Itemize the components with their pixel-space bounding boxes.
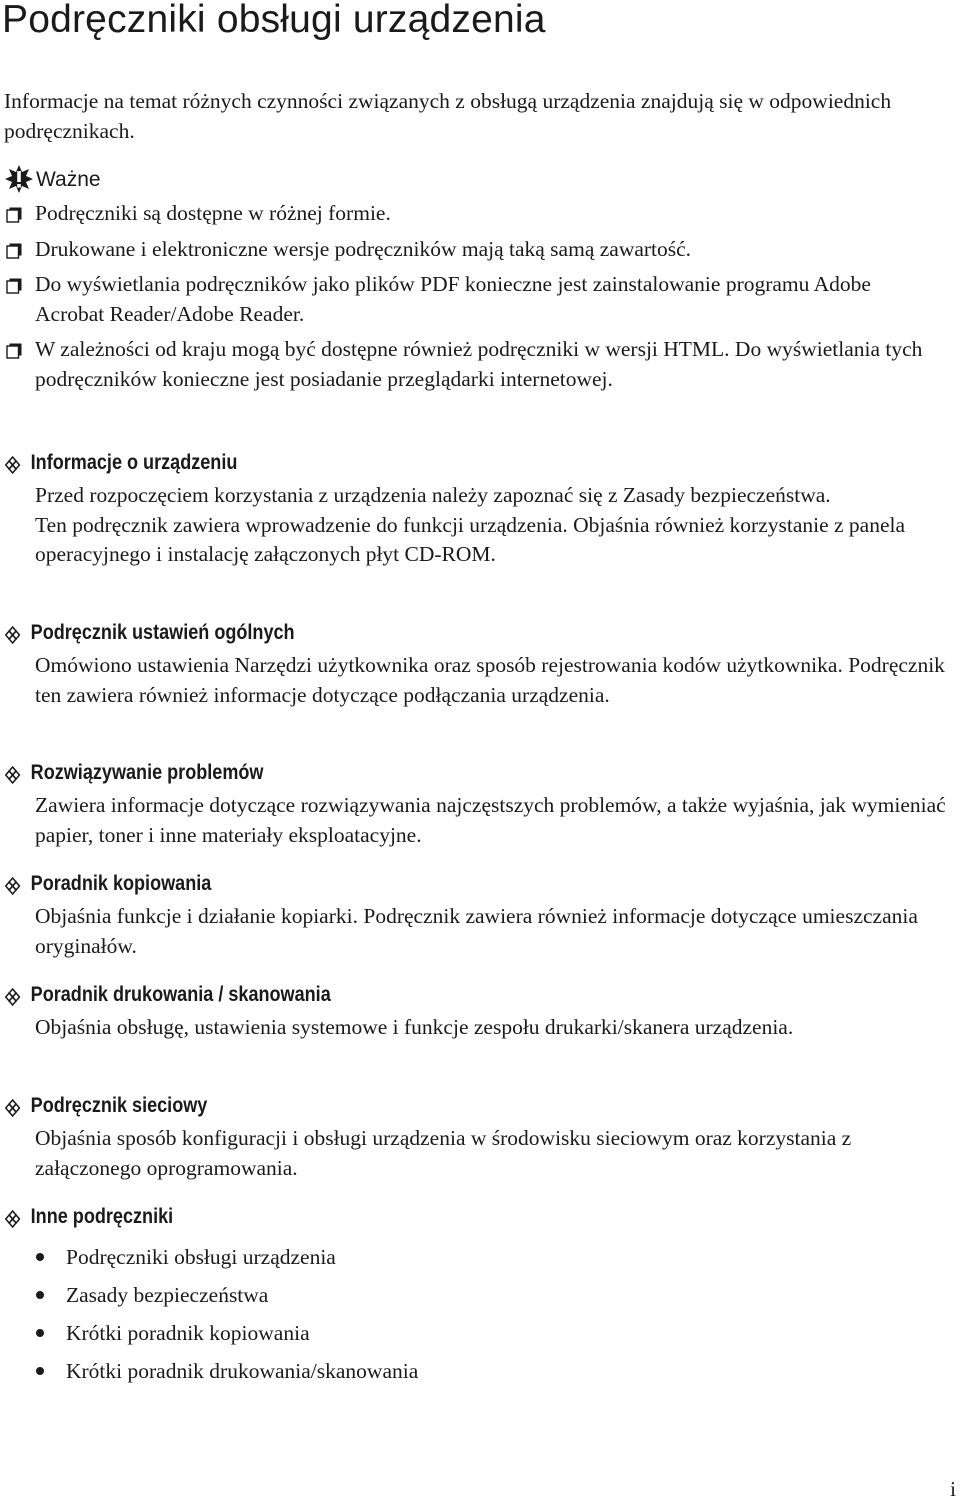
diamond-bullet-icon bbox=[5, 1210, 20, 1228]
section-device-info bbox=[4, 448, 949, 570]
section-paragraph: Zawiera informacje dotyczące rozwiązywania najczęstszych problemów, a także wyjaśnia, jak wymieniać papier, toner i inne materiały eksploatacyjne. bbox=[35, 793, 946, 847]
important-notice bbox=[4, 165, 944, 400]
section-paragraph: Objaśnia sposób konfiguracji i obsługi urządzenia w środowisku sieciowym oraz korzystania z załączonego oprogramowania. bbox=[35, 1126, 852, 1180]
section-paragraph: Objaśnia obsługę, ustawienia systemowe i funkcje zespołu drukarki/skanera urządzenia. bbox=[35, 1015, 794, 1039]
section-heading: Poradnik kopiowania bbox=[4, 869, 817, 899]
important-note: W zależności od kraju mogą być dostępne również podręczniki w wersji HTML. Do wyświetlania tych podręczników konieczne jest posiadanie przeglądarki internetowej. bbox=[4, 335, 944, 394]
section-heading: Informacje o urządzeniu bbox=[4, 448, 817, 478]
important-note: Do wyświetlania podręczników jako plików PDF konieczne jest zainstalowanie programu Adobe Acrobat Reader/Adobe Reader. bbox=[4, 270, 944, 329]
section-copy-guide bbox=[4, 869, 949, 961]
section-heading: Rozwiązywanie problemów bbox=[4, 758, 817, 788]
diamond-bullet-icon bbox=[5, 456, 20, 474]
section-paragraph: Ten podręcznik zawiera wprowadzenie do funkcji urządzenia. Objaśnia również korzystanie z panela operacyjnego i instalację załączonych płyt CD-ROM. bbox=[35, 512, 906, 566]
intro-paragraph: Informacje na temat różnych czynności związanych z obsługą urządzenia znajdują się w odpowiednich podręcznikach. bbox=[4, 89, 892, 143]
checkbox-icon bbox=[6, 243, 22, 259]
important-label: Ważne bbox=[36, 168, 101, 191]
section-troubleshooting bbox=[4, 758, 949, 850]
section-heading: Inne podręczniki bbox=[4, 1202, 817, 1232]
section-general-settings bbox=[4, 618, 949, 710]
list-item: Krótki poradnik kopiowania bbox=[4, 1314, 949, 1352]
important-note-list bbox=[4, 199, 944, 394]
list-item: Zasady bezpieczeństwa bbox=[4, 1276, 949, 1314]
list-item: Podręczniki obsługi urządzenia bbox=[4, 1238, 949, 1276]
important-note: Drukowane i elektroniczne wersje podręczników mają taką samą zawartość. bbox=[4, 235, 944, 265]
section-print-scan-guide bbox=[4, 980, 949, 1043]
section-heading: Poradnik drukowania / skanowania bbox=[4, 980, 817, 1010]
section-heading: Podręcznik ustawień ogólnych bbox=[4, 618, 817, 648]
diamond-bullet-icon bbox=[5, 626, 20, 644]
important-note: Podręczniki są dostępne w różnej formie. bbox=[4, 199, 944, 229]
diamond-bullet-icon bbox=[5, 877, 20, 895]
page-number: i bbox=[950, 1477, 956, 1501]
page-title: Podręczniki obsługi urządzenia bbox=[2, 0, 546, 41]
diamond-bullet-icon bbox=[5, 988, 20, 1006]
bullet-dot-icon bbox=[36, 1329, 44, 1337]
bullet-dot-icon bbox=[36, 1367, 44, 1375]
checkbox-icon bbox=[6, 207, 22, 223]
section-paragraph: Omówiono ustawienia Narzędzi użytkownika oraz sposób rejestrowania kodów użytkownika. Podręcznik ten zawiera również informacje dotyczące podłączania urządzenia. bbox=[35, 653, 945, 707]
other-manuals-list bbox=[4, 1238, 949, 1390]
section-paragraph: Objaśnia funkcje i działanie kopiarki. Podręcznik zawiera również informacje dotyczące umieszczania oryginałów. bbox=[35, 904, 918, 958]
section-heading: Podręcznik sieciowy bbox=[4, 1091, 817, 1121]
bullet-dot-icon bbox=[36, 1253, 44, 1261]
section-other-manuals bbox=[4, 1202, 949, 1390]
important-heading bbox=[4, 165, 944, 195]
section-network-guide bbox=[4, 1091, 949, 1183]
important-burst-icon bbox=[4, 164, 34, 194]
diamond-bullet-icon bbox=[5, 1099, 20, 1117]
list-item: Krótki poradnik drukowania/skanowania bbox=[4, 1352, 949, 1390]
checkbox-icon bbox=[6, 343, 22, 359]
checkbox-icon bbox=[6, 278, 22, 294]
bullet-dot-icon bbox=[36, 1291, 44, 1299]
diamond-bullet-icon bbox=[5, 766, 20, 784]
section-paragraph: Przed rozpoczęciem korzystania z urządzenia należy zapoznać się z Zasady bezpieczeństwa. bbox=[35, 483, 831, 507]
